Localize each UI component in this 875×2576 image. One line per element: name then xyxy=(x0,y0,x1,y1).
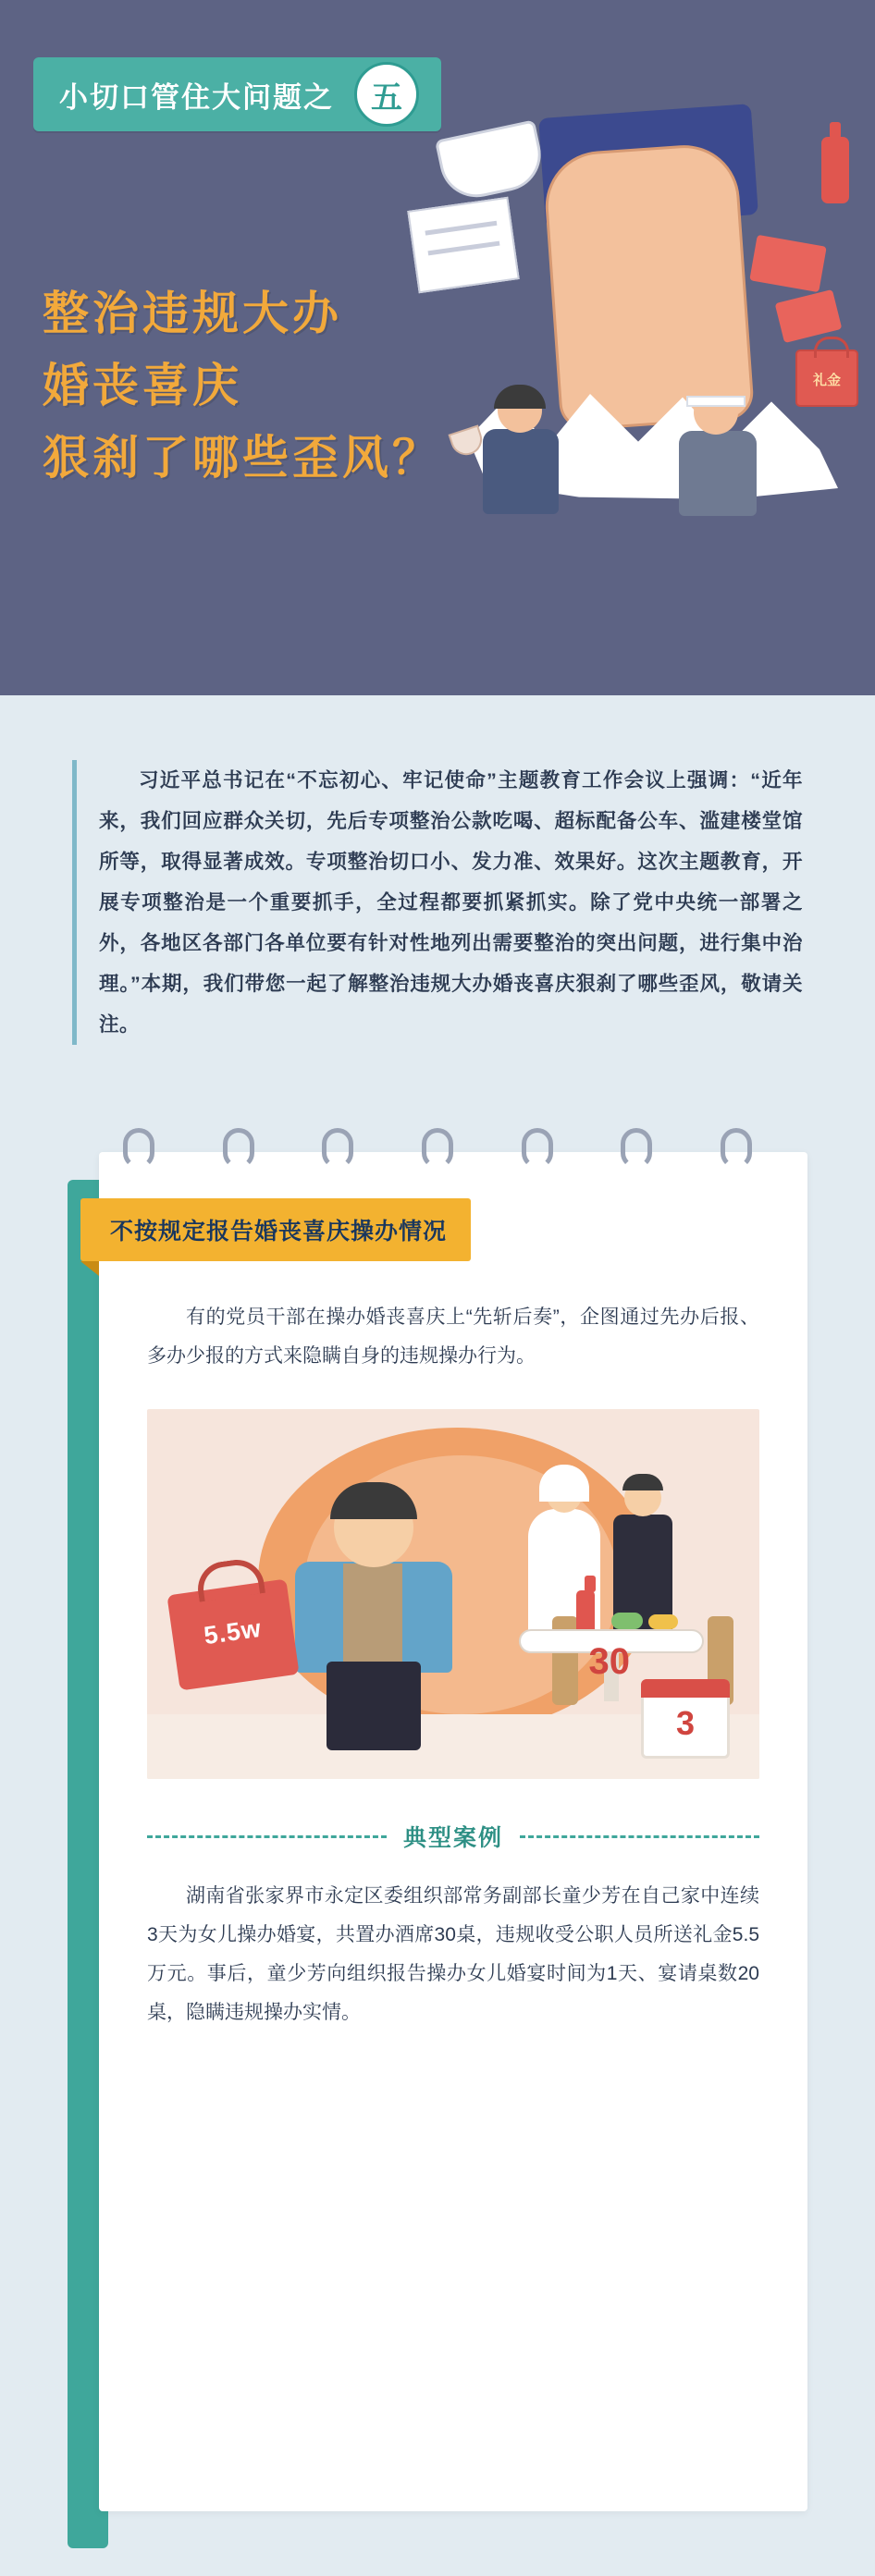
wine-glass-icon xyxy=(449,424,487,459)
section-tag-wrapper xyxy=(80,1198,807,1261)
character-drinker xyxy=(468,388,579,527)
ring-icon xyxy=(522,1128,553,1169)
tag-notch xyxy=(80,1261,99,1276)
money-bag-icon xyxy=(166,1578,299,1690)
series-ribbon-label: 小切口管住大问题之 xyxy=(59,80,334,114)
calendar-icon xyxy=(641,1679,730,1759)
intro-section xyxy=(0,695,875,1073)
notebook-rings xyxy=(86,1128,789,1169)
content-card xyxy=(99,1152,807,2511)
card-body xyxy=(99,1298,807,2032)
intro-paragraph: 习近平总书记在“不忘初心、牢记使命”主题教育工作会议上强调：“近年来，我们回应群众关切，先后专项整治公款吃喝、超标配备公车、滥建楼堂馆所等，取得显著成效。专项整治切口小、发力准、效果好。这次主题教育，开展专项整治是一个重要抓手，全过程都要抓紧抓实。除了党中央统一部署之外，各地区各部门各单位要有针对性地列出需要整治的突出问题，进行集中治理。”本期，我们带您一起了解整治违规大办婚丧喜庆狠刹了哪些歪风，敬请关注。 xyxy=(99,769,803,1036)
table-count-number: 30 xyxy=(588,1641,630,1682)
money-bag-amount: 5.5w xyxy=(202,1613,264,1650)
official-figure xyxy=(286,1488,462,1747)
content-card-section xyxy=(0,1073,875,2511)
red-envelope-icon xyxy=(749,235,827,292)
gift-bag-label: 礼金 xyxy=(812,373,841,388)
ring-icon xyxy=(123,1128,154,1169)
case-heading xyxy=(147,1820,759,1853)
section-tag-label: 不按规定报告婚丧喜庆操办情况 xyxy=(80,1198,471,1261)
illustration-wedding-scene xyxy=(147,1409,759,1779)
character-headband xyxy=(662,388,783,527)
ring-icon xyxy=(223,1128,254,1169)
bottle-icon xyxy=(821,137,849,203)
page-bottom-spacer xyxy=(0,2511,875,2576)
section-lead-paragraph: 有的党员干部在操办婚丧喜庆上“先斩后奏”，企图通过先办后报、多办少报的方式来隐瞒自身的违规操办行为。 xyxy=(147,1306,759,1367)
page-title-line-3: 狠刹了哪些歪风？ xyxy=(43,432,442,484)
page-title-line-2: 婚丧喜庆 xyxy=(43,360,242,411)
ring-icon xyxy=(721,1128,752,1169)
red-envelope-icon xyxy=(775,289,843,343)
plate-icon xyxy=(435,119,548,203)
case-heading-label: 典型案例 xyxy=(403,1825,504,1851)
ring-icon xyxy=(422,1128,453,1169)
page-title xyxy=(43,277,442,494)
intro-quote-block xyxy=(72,760,803,1045)
gift-bag-icon xyxy=(795,350,858,407)
divider-left xyxy=(147,1835,387,1838)
hero-banner xyxy=(0,0,875,695)
case-paragraph: 湖南省张家界市永定区委组织部常务副部长童少芳在自己家中连续3天为女儿操办婚宴，共置办酒席30桌，违规收受公职人员所送礼金5.5万元。事后，童少芳向组织报告操办女儿婚宴时间为1天、宴请桌数20桌，隐瞒违规操办实情。 xyxy=(147,1885,759,2023)
series-number-badge: 五 xyxy=(354,62,419,127)
page-title-line-1: 整治违规大办 xyxy=(43,288,342,339)
card-wrapper xyxy=(68,1152,807,2511)
ring-icon xyxy=(621,1128,652,1169)
divider-right xyxy=(520,1835,759,1838)
calendar-days-number: 3 xyxy=(675,1704,696,1742)
ring-icon xyxy=(322,1128,353,1169)
